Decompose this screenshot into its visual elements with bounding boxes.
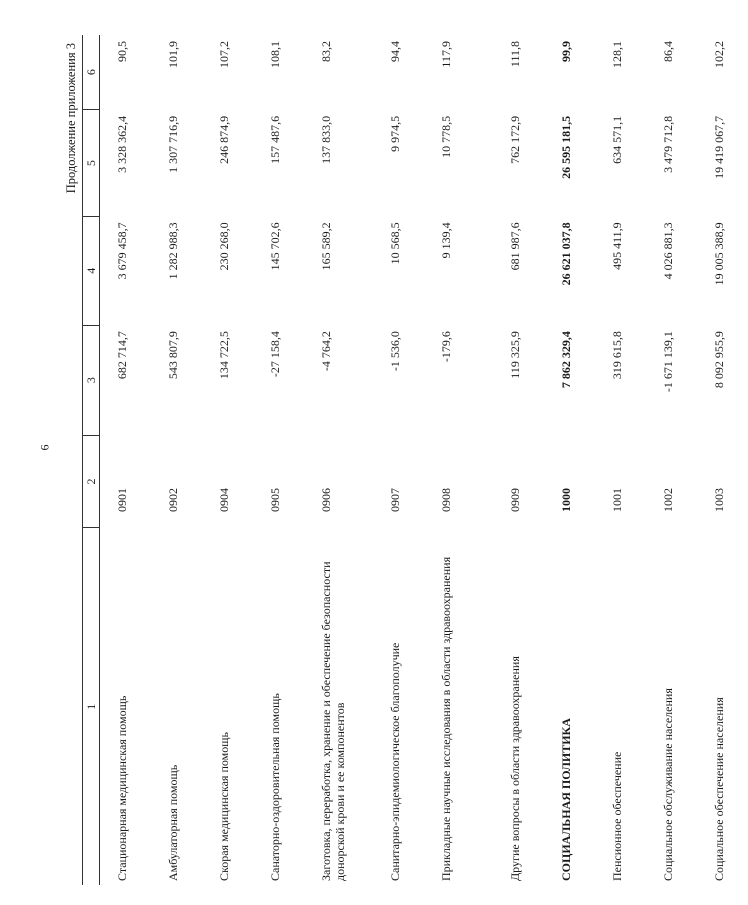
table-row <box>697 35 748 885</box>
row-code: 0905 <box>268 488 282 512</box>
row-value-4: 230 268,0 <box>217 222 231 271</box>
header-row <box>83 35 100 885</box>
row-name: Амбулаторная помощь <box>166 764 180 881</box>
row-name: СОЦИАЛЬНАЯ ПОЛИТИКА <box>559 718 573 881</box>
row-value-3: 119 325,9 <box>508 331 522 379</box>
row-code: 0904 <box>217 488 231 512</box>
row-value-6: 117,9 <box>439 41 453 68</box>
row-value-5: 10 778,5 <box>439 115 453 158</box>
table-row <box>424 35 493 885</box>
row-value-4: 19 005 388,9 <box>712 222 726 286</box>
row-value-3: -1 536,0 <box>388 331 402 372</box>
row-value-4: 145 702,6 <box>268 222 282 271</box>
row-value-4: 681 987,6 <box>508 222 522 271</box>
row-code: 1000 <box>559 488 573 512</box>
row-value-5: 137 833,0 <box>319 115 333 164</box>
row-value-6: 90,5 <box>115 41 129 62</box>
row-code: 0907 <box>388 488 402 512</box>
row-value-5: 157 487,6 <box>268 115 282 164</box>
row-code: 0902 <box>166 488 180 512</box>
table-row <box>373 35 424 885</box>
row-value-6: 101,9 <box>166 41 180 68</box>
row-name: Скорая медицинская помощь <box>217 732 231 881</box>
table-row <box>595 35 646 885</box>
row-value-3: 7 862 329,4 <box>559 331 573 389</box>
row-name: Санаторно-оздоровительная помощь <box>268 693 282 881</box>
row-value-6: 99,9 <box>559 41 573 62</box>
column-header-1: 1 <box>83 528 100 885</box>
row-name: Прикладные научные исследования в области здравоохранения <box>439 556 453 881</box>
row-value-3: -1 671 139,1 <box>661 331 675 393</box>
row-value-6: 94,4 <box>388 41 402 62</box>
table-row-section-total <box>544 35 595 885</box>
row-value-3: 682 714,7 <box>115 331 129 380</box>
row-code: 0909 <box>508 488 522 512</box>
row-value-3: 543 807,9 <box>166 331 180 380</box>
row-value-5: 634 571,1 <box>610 115 624 164</box>
row-value-4: 1 282 988,3 <box>166 222 180 280</box>
table-row <box>304 35 373 885</box>
row-name: Стационарная медицинская помощь <box>115 695 129 881</box>
row-value-6: 102,2 <box>712 41 726 68</box>
row-name: Заготовка, переработка, хранение и обеспечение безопасности донорской крови и ее компонентов <box>319 561 347 881</box>
row-code: 0908 <box>439 488 453 512</box>
row-value-3: 319 615,8 <box>610 331 624 380</box>
column-header-4: 4 <box>83 216 100 325</box>
row-value-4: 26 621 037,8 <box>559 222 573 286</box>
appendix-caption: Продолжение приложения 3 <box>64 43 78 194</box>
budget-table <box>82 35 748 885</box>
row-value-5: 1 307 716,9 <box>166 115 180 173</box>
row-code: 0906 <box>319 488 333 512</box>
column-header-3: 3 <box>83 325 100 435</box>
row-value-3: -27 158,4 <box>268 331 282 378</box>
table-row <box>202 35 253 885</box>
row-value-6: 128,1 <box>610 41 624 68</box>
row-name: Пенсионное обеспечение <box>610 751 624 881</box>
row-value-5: 9 974,5 <box>388 115 402 152</box>
row-value-6: 108,1 <box>268 41 282 68</box>
row-name: Другие вопросы в области здравоохранения <box>508 656 522 881</box>
table-row <box>493 35 544 885</box>
row-value-6: 83,2 <box>319 41 333 62</box>
row-value-5: 19 419 067,7 <box>712 115 726 179</box>
table-row <box>253 35 304 885</box>
rotated-page-content <box>60 35 726 885</box>
table-row <box>100 35 152 885</box>
table-row <box>151 35 202 885</box>
column-header-5: 5 <box>83 110 100 217</box>
row-code: 1001 <box>610 488 624 512</box>
table-row <box>646 35 697 885</box>
column-header-6: 6 <box>83 35 100 110</box>
row-name: Социальное обеспечение населения <box>712 697 726 881</box>
row-code: 0901 <box>115 488 129 512</box>
row-value-4: 10 568,5 <box>388 222 402 265</box>
row-code: 1002 <box>661 488 675 512</box>
row-value-5: 26 595 181,5 <box>559 115 573 179</box>
page-number: 6 <box>37 444 52 451</box>
row-value-4: 9 139,4 <box>439 222 453 259</box>
row-name: Санитарно-эпидемиологическое благополучие <box>388 642 402 881</box>
row-value-4: 4 026 881,3 <box>661 222 675 280</box>
row-code: 1003 <box>712 488 726 512</box>
row-value-5: 3 328 362,4 <box>115 115 129 173</box>
row-value-5: 246 874,9 <box>217 115 231 164</box>
row-value-3: -4 764,2 <box>319 331 333 372</box>
row-value-6: 86,4 <box>661 41 675 62</box>
row-value-5: 762 172,9 <box>508 115 522 164</box>
row-value-4: 165 589,2 <box>319 222 333 271</box>
row-value-4: 495 411,9 <box>610 222 624 270</box>
row-value-5: 3 479 712,8 <box>661 115 675 173</box>
row-value-4: 3 679 458,7 <box>115 222 129 280</box>
row-value-3: 134 722,5 <box>217 331 231 380</box>
row-value-3: 8 092 955,9 <box>712 331 726 389</box>
row-name: Социальное обслуживание населения <box>661 688 675 881</box>
row-value-3: -179,6 <box>439 331 453 363</box>
row-value-6: 107,2 <box>217 41 231 68</box>
column-header-2: 2 <box>83 435 100 528</box>
row-value-6: 111,8 <box>508 41 522 68</box>
